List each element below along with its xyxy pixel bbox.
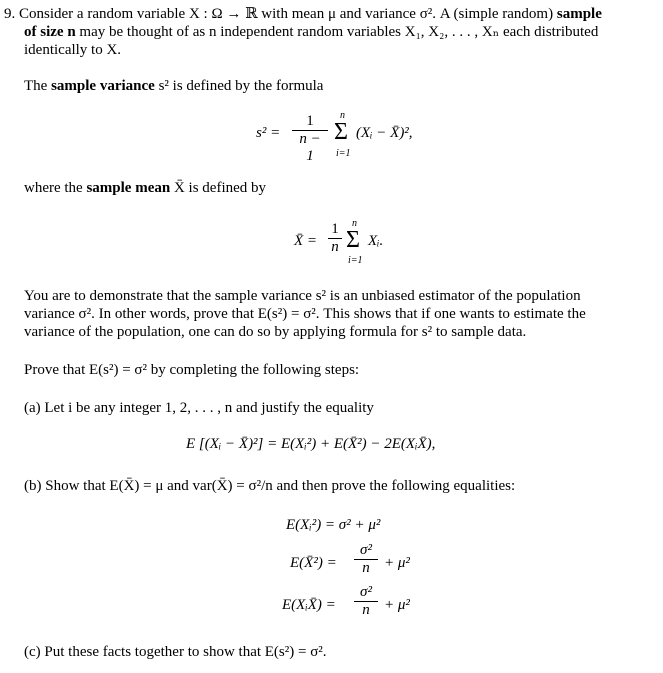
sv-sum-bot: i=1 bbox=[336, 148, 351, 159]
sigma-icon: Σ bbox=[334, 119, 348, 145]
intro-text-1: Consider a random variable X : Ω → ℝ with mean μ and variance σ². A (simple random) bbox=[19, 6, 554, 22]
b-eq2-num: σ² bbox=[354, 542, 378, 560]
intro-text-3: identically to X. bbox=[24, 42, 122, 58]
sm-sum-top: n bbox=[352, 218, 357, 229]
sm-bold: sample mean bbox=[86, 180, 171, 196]
b-eq3-lhs: E(XᵢX̄) = bbox=[282, 597, 336, 613]
sv-lhs: s² = bbox=[256, 125, 281, 141]
sm-lhs: X̄ = bbox=[294, 233, 318, 249]
sv-post: s² is defined by the formula bbox=[158, 78, 324, 94]
sv-fraction bbox=[292, 113, 328, 165]
task-line-3: variance of the population, one can do so by applying formula for s² to sample data. bbox=[24, 324, 527, 340]
sm-fraction bbox=[328, 221, 342, 256]
task-line-4: Prove that E(s²) = σ² by completing the following steps: bbox=[24, 362, 360, 378]
step-a-equation: E [(Xᵢ − X̄)²] = E(Xᵢ²) + E(X̄²) − 2E(XᵢX̄), bbox=[186, 436, 436, 452]
b-eq2-lhs: E(X̄²) = bbox=[290, 555, 337, 571]
intro-bold-sample: sample bbox=[556, 6, 602, 22]
intro-line-2 bbox=[24, 22, 598, 42]
sm-den: n bbox=[331, 239, 339, 255]
b-eq2-fraction bbox=[354, 542, 378, 577]
task-line-2: variance σ². In other words, prove that E(s²) = σ². This shows that if one wants to estimate the bbox=[24, 306, 586, 322]
sv-pre: The bbox=[24, 78, 48, 94]
sm-post: X̄ is defined by bbox=[173, 180, 267, 196]
step-a-label: (a) Let i be any integer 1, 2, . . . , n and justify the equality bbox=[24, 400, 374, 416]
sigma-icon: Σ bbox=[346, 227, 360, 253]
sv-sum-top: n bbox=[340, 110, 345, 121]
intro-line-1 bbox=[4, 4, 602, 24]
sm-sum-bot: i=1 bbox=[348, 255, 363, 266]
problem-number: 9. bbox=[4, 6, 16, 22]
task-line-1: You are to demonstrate that the sample variance s² is an unbiased estimator of the population bbox=[24, 288, 581, 304]
sm-body: Xᵢ. bbox=[368, 233, 384, 249]
b-eq2-rhs: + μ² bbox=[384, 555, 410, 571]
sv-den: n − 1 bbox=[299, 131, 321, 164]
sample-variance-line bbox=[24, 76, 323, 96]
intro-text-2: may be thought of as n independent random variables X₁, X₂, . . . , Xₙ each distributed bbox=[79, 24, 599, 40]
sv-num: 1 bbox=[292, 113, 328, 131]
sv-body: (Xᵢ − X̄)², bbox=[356, 125, 413, 141]
sv-bold: sample variance bbox=[51, 78, 155, 94]
sm-pre: where the bbox=[24, 180, 83, 196]
b-eq3-num: σ² bbox=[354, 584, 378, 602]
step-b-eq1: E(Xᵢ²) = σ² + μ² bbox=[286, 517, 381, 533]
b-eq3-fraction bbox=[354, 584, 378, 619]
b-eq3-den: n bbox=[362, 602, 370, 618]
sm-num: 1 bbox=[328, 221, 342, 239]
step-c-label: (c) Put these facts together to show that E(s²) = σ². bbox=[24, 644, 327, 660]
intro-line-3 bbox=[24, 40, 121, 60]
sample-mean-line bbox=[24, 178, 266, 198]
intro-bold-size: of size n bbox=[24, 24, 76, 40]
b-eq3-rhs: + μ² bbox=[384, 597, 410, 613]
step-b-label: (b) Show that E(X̄) = μ and var(X̄) = σ²/n and then prove the following equalities: bbox=[24, 478, 516, 494]
b-eq2-den: n bbox=[362, 560, 370, 576]
